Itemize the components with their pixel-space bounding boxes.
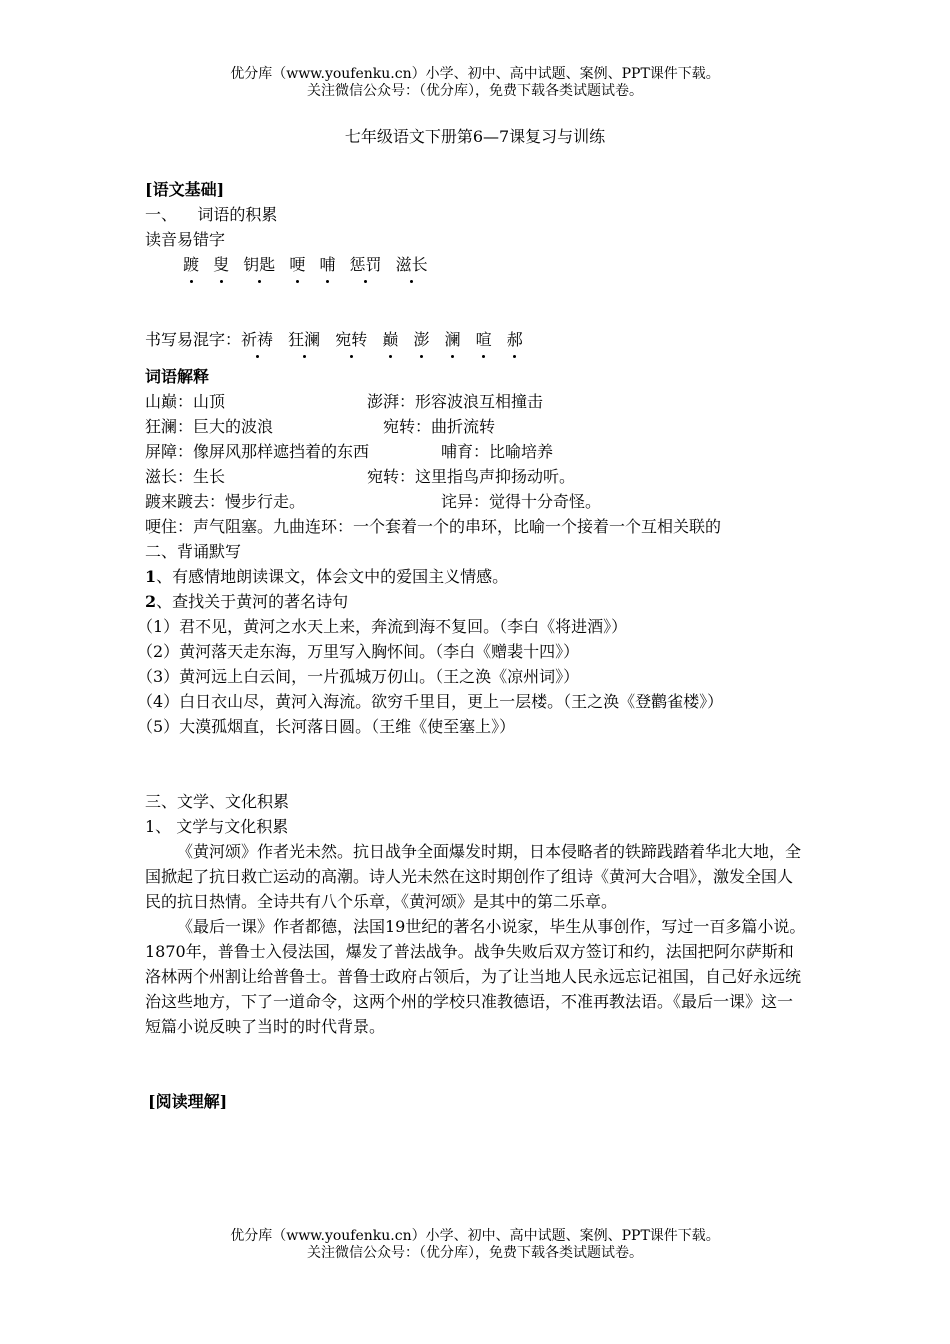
part3-subheading: 1、 文学与文化积累 <box>145 817 289 836</box>
pronunciation-words <box>145 252 807 277</box>
pron-word: 钥匙 <box>243 252 275 277</box>
vocab-term: 屏障：像屏风那样遮挡着的东西 <box>145 442 370 461</box>
header-line-2: 关注微信公众号：（优分库），免费下载各类试题试卷。 <box>307 83 643 99</box>
vocab-row <box>145 414 807 439</box>
section-basic-heading: [语文基础] <box>145 180 225 199</box>
vocab-row <box>145 439 807 464</box>
header-line-1: 优分库（www.youfenku.cn）小学、初中、高中试题、案例、PPT课件下载。 <box>230 66 720 82</box>
vocab-term: 山巅：山顶 <box>145 392 226 411</box>
vocab-row <box>145 389 807 414</box>
paragraph-yellow-river: 《黄河颂》作者光未然。抗日战争全面爆发时期，日本侵略者的铁蹄践踏着华北大地，全国掀起了抗日救亡运动的高潮。诗人光未然在这时期创作了组诗《黄河大合唱》，激发全国人民的抗日热情。全诗共有八个乐章，《黄河颂》是其中的第二乐章。 <box>145 842 802 911</box>
part3-heading: 三、文学、文化积累 <box>145 792 290 811</box>
document-body <box>137 177 807 1114</box>
poem-line: （4）白日衣山尽，黄河入海流。欲穷千里目，更上一层楼。（王之涣《登鹳雀楼》） <box>137 692 724 711</box>
mix-word: 郝 <box>507 327 523 352</box>
pron-word: 滋长 <box>396 252 428 277</box>
mix-word: 喧 <box>476 327 492 352</box>
part1-heading: 一、 词语的积累 <box>145 205 278 224</box>
recite-number: 2 <box>145 592 157 611</box>
mix-word: 宛转 <box>335 327 367 352</box>
page-header <box>0 66 950 100</box>
poem-line: （5）大漠孤烟直，长河落日圆。（王维《使至塞上》） <box>137 717 516 736</box>
vocab-term: 宛转：曲折流转 <box>383 417 496 436</box>
mix-word: 澜 <box>445 327 461 352</box>
mix-word: 祈祷 <box>241 327 273 352</box>
footer-line-1: 优分库（www.youfenku.cn）小学、初中、高中试题、案例、PPT课件下载。 <box>230 1228 720 1244</box>
vocab-row <box>145 464 807 489</box>
document-title: 七年级语文下册第6—7课复习与训练 <box>344 127 606 146</box>
vocab-term: 诧异：觉得十分奇怪。 <box>441 492 602 511</box>
vocab-heading: 词语解释 <box>145 367 210 386</box>
vocab-last-line: 哽住：声气阻塞。九曲连环：一个套着一个的串环，比喻一个接着一个互相关联的 <box>145 517 722 536</box>
vocab-term: 澎湃：形容波浪互相撞击 <box>367 392 544 411</box>
poem-line: （2）黄河落天走东海，万里写入胸怀间。（李白《赠裴十四》） <box>137 642 580 661</box>
page-footer <box>0 1228 950 1262</box>
pron-word: 哽 <box>289 252 305 277</box>
poem-line: （1）君不见，黄河之水天上来，奔流到海不复回。（李白《将进酒》） <box>137 617 628 636</box>
vocab-row <box>145 489 807 514</box>
mix-word: 澎 <box>413 327 429 352</box>
recite-text: 、有感情地朗读课文，体会文中的爱国主义情感。 <box>156 567 509 586</box>
pron-word: 叟 <box>213 252 229 277</box>
pron-word: 踱 <box>183 252 199 277</box>
section-reading-heading: [阅读理解] <box>148 1092 228 1111</box>
part2-heading: 二、背诵默写 <box>145 542 242 561</box>
pron-word: 哺 <box>319 252 335 277</box>
pron-word: 惩罚 <box>350 252 382 277</box>
vocab-term: 哺育：比喻培养 <box>441 442 554 461</box>
mix-word: 巅 <box>382 327 398 352</box>
recite-item-1 <box>145 564 807 589</box>
poem-line: （3）黄河远上白云间，一片孤城万仞山。（王之涣《凉州词》） <box>137 667 580 686</box>
recite-number: 1 <box>145 567 157 586</box>
vocab-term: 滋长：生长 <box>145 467 226 486</box>
recite-text: 、查找关于黄河的著名诗句 <box>156 592 349 611</box>
vocab-term: 踱来踱去：慢步行走。 <box>145 492 306 511</box>
pronunciation-label: 读音易错字 <box>145 230 226 249</box>
recite-item-2 <box>145 589 807 614</box>
mixed-characters-label: 书写易混字： <box>145 330 242 349</box>
vocab-term: 狂澜：巨大的波浪 <box>145 417 274 436</box>
vocab-term: 宛转：这里指鸟声抑扬动听。 <box>367 467 576 486</box>
footer-line-2: 关注微信公众号：（优分库），免费下载各类试题试卷。 <box>307 1245 643 1261</box>
paragraph-last-lesson: 《最后一课》作者都德，法国19世纪的著名小说家，毕生从事创作，写过一百多篇小说。1870年，普鲁士入侵法国，爆发了普法战争。战争失败后双方签订和约，法国把阿尔萨斯和洛林两个州割让给普鲁士。普鲁士政府占领后，为了让当地人民永远忘记祖国，自己好永远统治这些地方，下了一道命令，这两个州的学校只准教德语，不准再教法语。《最后一课》这一短篇小说反映了当时的时代背景。 <box>145 917 806 1036</box>
mix-word: 狂澜 <box>288 327 320 352</box>
mixed-characters-line <box>145 327 807 352</box>
